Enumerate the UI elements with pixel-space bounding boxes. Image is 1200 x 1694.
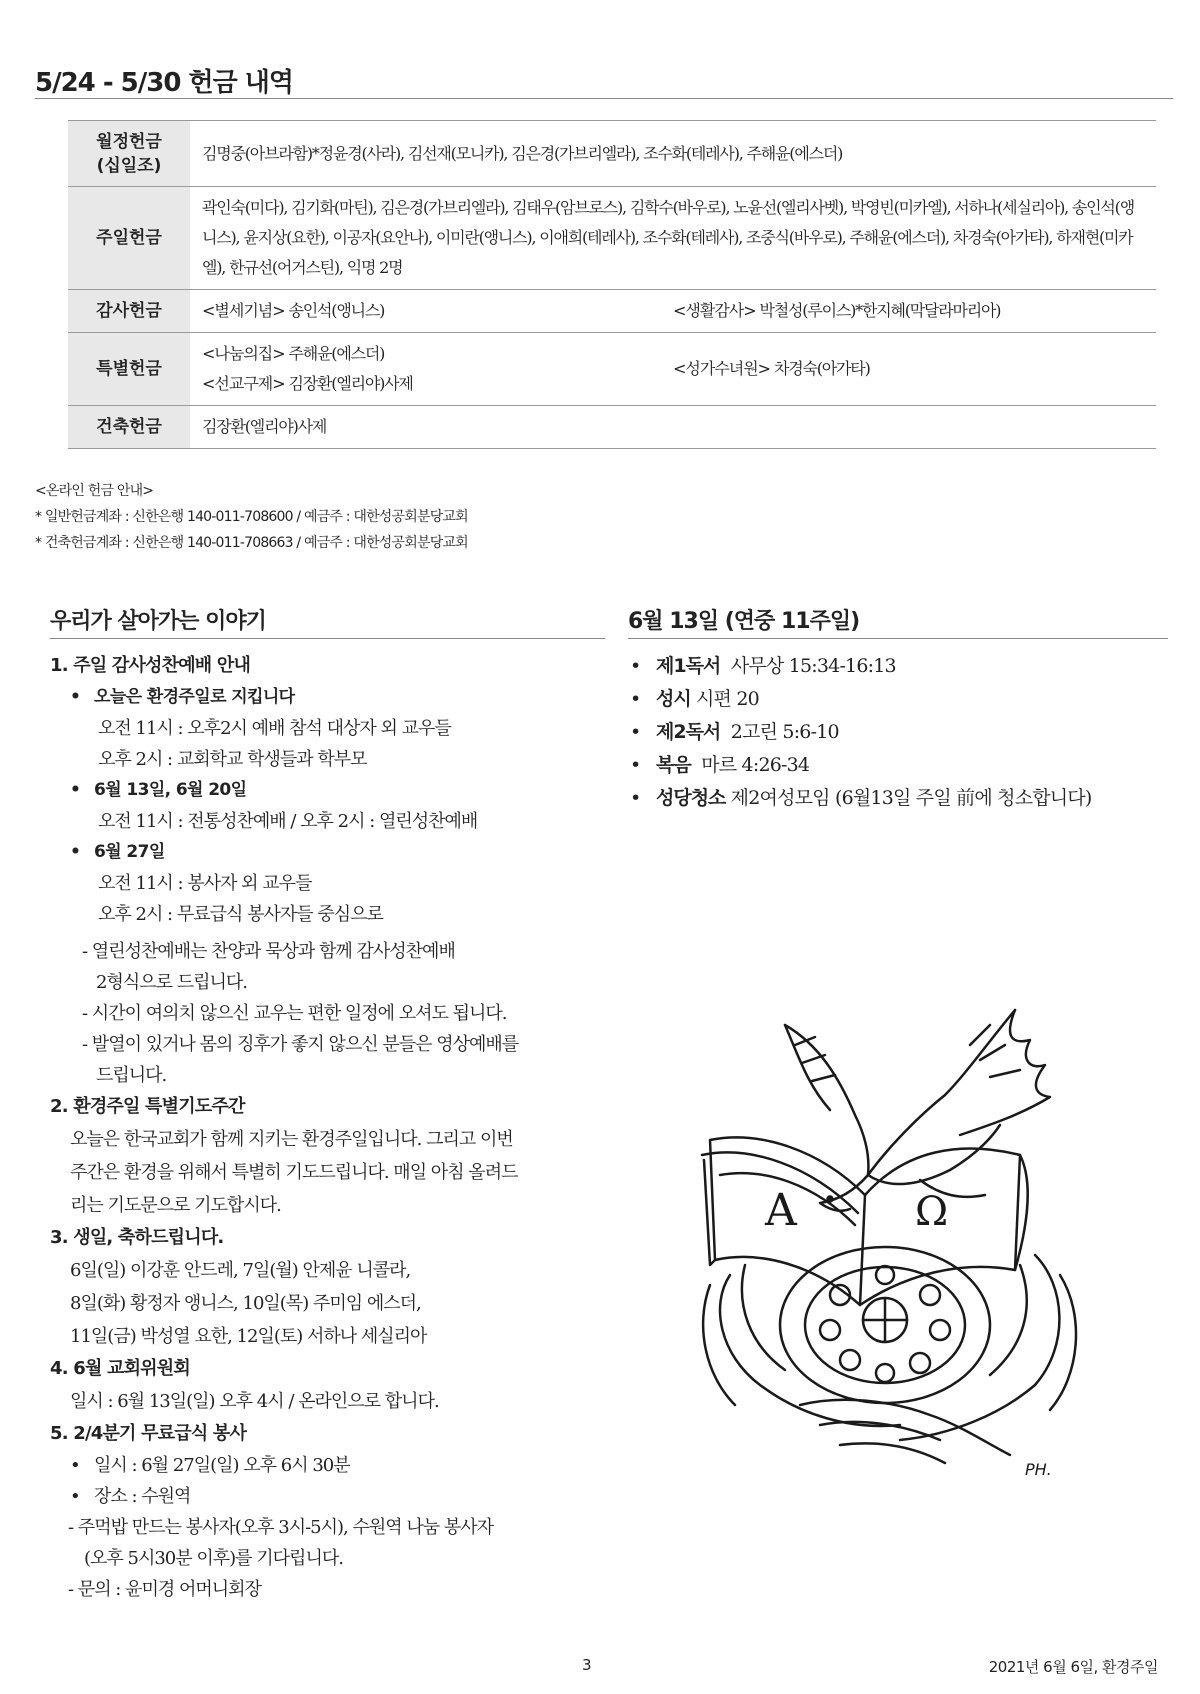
item-2-text: 오늘은 한국교회가 함께 지키는 환경주일입니다. 그리고 이번 — [70, 1129, 513, 1150]
item-5-note: - 주먹밥 만드는 봉사자(오후 3시-5시), 수원역 나눔 봉사자 — [68, 1517, 494, 1538]
story-divider — [50, 638, 605, 639]
footer-date: 2021년 6월 6일, 환경주일 — [988, 1658, 1158, 1676]
item-3-heading: 3. 생일, 축하드립니다. — [50, 1227, 224, 1248]
reading-item: • 성시 시편 20 — [628, 683, 1168, 716]
readings-list — [628, 650, 1168, 815]
table-row — [68, 290, 1156, 333]
item-1-bullet-3: • 6월 27일 — [72, 837, 605, 868]
readings-divider — [628, 638, 1168, 639]
page-title: 5/24 - 5/30 헌금 내역 — [35, 68, 293, 98]
hands-icon — [703, 1255, 1076, 1463]
schedule-line: 오전 11시 : 봉사자 외 교우들 — [98, 873, 312, 894]
category-thanks: 감사헌금 — [68, 290, 190, 333]
page-number: 3 — [582, 1656, 592, 1674]
thanks-label-1: <별세기념> — [202, 301, 285, 320]
building-account: * 건축헌금계좌 : 신한은행 140-011-708663 / 예금주 : 대한성공회분당교회 — [35, 535, 468, 551]
schedule-line: 오후 2시 : 무료급식 봉사자들 중심으로 — [98, 904, 383, 925]
title-divider — [35, 98, 1173, 99]
category-special: 특별헌금 — [68, 333, 190, 406]
omega-symbol: Ω — [915, 1189, 949, 1235]
artist-signature: PH. — [1025, 1460, 1052, 1479]
special-cell — [190, 333, 1156, 406]
thanks-label-2: <생활감사> — [673, 301, 756, 320]
birthday-line: 6일(일) 이강훈 안드레, 7일(월) 안제윤 니콜라, — [70, 1260, 411, 1281]
note-line: 드립니다. — [96, 1065, 167, 1086]
special-label-1: <나눔의집> — [202, 344, 285, 363]
item-2-heading: 2. 환경주일 특별기도주간 — [50, 1096, 245, 1117]
item-2-text: 리는 기도문으로 기도합시다. — [70, 1195, 281, 1216]
building-names: 김장환(엘리야)사제 — [190, 406, 1156, 449]
open-book-icon — [702, 1137, 1028, 1305]
dove-icon — [785, 1010, 1050, 1211]
reading-item: • 제2독서 2고린 5:6-10 — [628, 716, 1168, 749]
reading-item: • 복음 마르 4:26-34 — [628, 749, 1168, 782]
note-line: - 발열이 있거나 몸의 징후가 좋지 않으신 분들은 영상예배를 — [82, 1034, 519, 1055]
special-label-3: <성가수녀원> — [673, 359, 771, 378]
item-5-time: • 일시 : 6월 27일(일) 오후 6시 30분 — [72, 1450, 605, 1481]
reading-item: • 제1독서 사무상 15:34-16:13 — [628, 650, 1168, 683]
special-names-2: 김장환(엘리야)사제 — [288, 374, 413, 393]
schedule-line: 오전 11시 : 전통성찬예배 / 오후 2시 : 열린성찬예배 — [98, 811, 478, 832]
reading-item: • 성당청소 제2여성모임 (6월13일 주일 前에 청소합니다) — [628, 782, 1168, 815]
item-2-text: 주간은 환경을 위해서 특별히 기도드립니다. 매일 아침 올려드 — [70, 1162, 518, 1183]
paten-cross-icon — [780, 1247, 990, 1403]
online-info-title: <온라인 헌금 안내> — [35, 483, 154, 499]
special-label-2: <선교구제> — [202, 374, 285, 393]
item-4-heading: 4. 6월 교회위원회 — [50, 1358, 190, 1379]
online-offering-info — [35, 478, 468, 556]
story-section-title: 우리가 살아가는 이야기 — [50, 609, 266, 634]
thanks-names-2: 박철성(루이스)*한지혜(막달라마리아) — [759, 301, 1001, 320]
special-names-1: 주해윤(에스더) — [288, 344, 385, 363]
table-row — [68, 333, 1156, 406]
item-5-contact: - 문의 : 윤미경 어머니회장 — [68, 1579, 261, 1600]
item-1-bullet-1: • 오늘은 환경주일로 지킵니다 — [72, 682, 605, 713]
monthly-names: 김명중(아브라함)*정윤경(사라), 김선재(모니카), 김은경(가브리엘라), 조수화(테레사), 주해윤(에스더) — [190, 121, 1156, 187]
dove-bible-illustration — [690, 985, 1110, 1485]
table-row — [68, 187, 1156, 290]
item-1-bullet-2: • 6월 13일, 6월 20일 — [72, 775, 605, 806]
note-line: - 열린성찬예배는 찬양과 묵상과 함께 감사성찬예배 — [82, 941, 455, 962]
table-row — [68, 406, 1156, 449]
thanks-names-1: 송인석(앵니스) — [288, 301, 385, 320]
category-monthly: 월정헌금 (십일조) — [68, 121, 190, 187]
category-building: 건축헌금 — [68, 406, 190, 449]
category-sunday: 주일헌금 — [68, 187, 190, 290]
note-line: 2형식으로 드립니다. — [96, 972, 247, 993]
birthday-line: 8일(화) 황정자 앵니스, 10일(목) 주미임 에스더, — [70, 1293, 421, 1314]
offering-table — [68, 120, 1156, 449]
item-5-heading: 5. 2/4분기 무료급식 봉사 — [50, 1423, 247, 1444]
item-5-note: (오후 5시30분 이후)를 기다립니다. — [84, 1548, 343, 1569]
general-account: * 일반헌금계좌 : 신한은행 140-011-708600 / 예금주 : 대한성공회분당교회 — [35, 509, 468, 525]
item-1-heading: 1. 주일 감사성찬예배 안내 — [50, 655, 251, 676]
note-line: - 시간이 여의치 않으신 교우는 편한 일정에 오셔도 됩니다. — [82, 1003, 507, 1024]
item-5-place: • 장소 : 수원역 — [72, 1481, 605, 1512]
readings-title: 6월 13일 (연중 11주일) — [628, 609, 860, 634]
schedule-line: 오전 11시 : 오후2시 예배 참석 대상자 외 교우들 — [98, 718, 451, 739]
alpha-symbol: A — [765, 1185, 797, 1236]
schedule-line: 오후 2시 : 교회학교 학생들과 학부모 — [98, 749, 367, 770]
table-row — [68, 121, 1156, 187]
story-section — [50, 650, 605, 1605]
thanks-cell — [190, 290, 1156, 333]
birthday-line: 11일(금) 박성열 요한, 12일(토) 서하나 세실리아 — [70, 1326, 427, 1347]
item-4-text: 일시 : 6월 13일(일) 오후 4시 / 온라인으로 합니다. — [70, 1391, 439, 1412]
sunday-names: 곽인숙(미다), 김기화(마틴), 김은경(가브리엘라), 김태우(암브로스), 김학수(바우로), 노윤선(엘리사벳), 박영빈(미카엘), 서하나(세실리아), 송인석(앵니스), 윤지상(요한), 이공자(요안나), 이미란(앵니스), 이애희(테레사), 조수화(테레사), 조중식(바우로), 주해윤(에스더), 차경숙(아가타), 하재현(미카엘), 한규선(어거스틴), 익명 2명 — [190, 187, 1156, 290]
special-names-3: 차경숙(아가타) — [773, 359, 870, 378]
